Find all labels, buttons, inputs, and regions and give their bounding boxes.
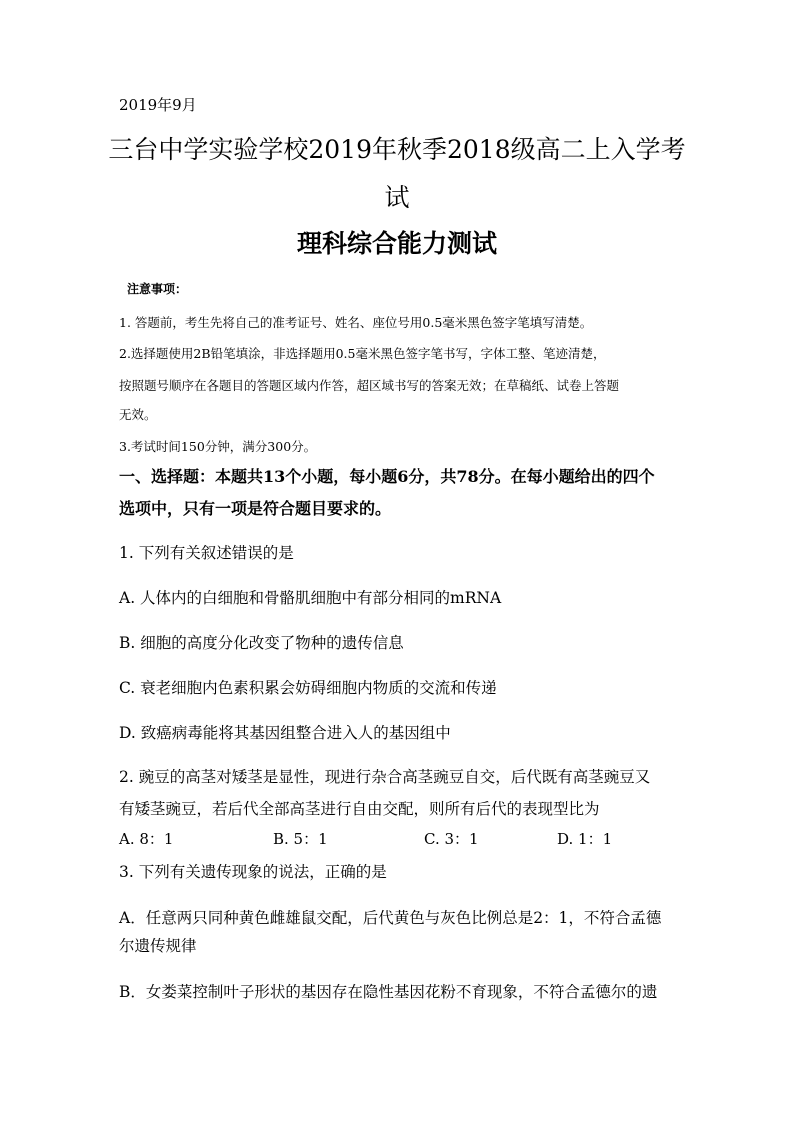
section-heading-line1: 一、选择题：本题共13个小题，每小题6分，共78分。在每小题给出的四个 xyxy=(119,467,655,486)
question-2-stem-line1: 2. 豌豆的高茎对矮茎是显性，现进行杂合高茎豌豆自交，后代既有高茎豌豆又 xyxy=(119,768,651,786)
question-2-option-b: B. 5：1 xyxy=(273,830,328,848)
exam-title-line2: 试 xyxy=(384,183,410,212)
question-3-stem: 3. 下列有关遗传现象的说法，正确的是 xyxy=(119,863,387,881)
question-1-option-b: B. 细胞的高度分化改变了物种的遗传信息 xyxy=(119,634,404,652)
question-1-option-a: A. 人体内的白细胞和骨骼肌细胞中有部分相同的mRNA xyxy=(119,589,502,607)
notice-item-3: 3.考试时间150分钟，满分300分。 xyxy=(119,439,317,454)
question-2-option-c: C. 3：1 xyxy=(424,830,479,848)
exam-title-line1: 三台中学实验学校2019年秋季2018级高二上入学考 xyxy=(108,135,686,164)
question-3-option-a-line1: A．任意两只同种黄色雌雄鼠交配，后代黄色与灰色比例总是2：1，不符合孟德 xyxy=(119,909,662,927)
notice-item-2-line3: 无效。 xyxy=(119,407,157,422)
notice-heading: 注意事项： xyxy=(127,282,188,296)
notice-item-1: 1. 答题前，考生先将自己的准考证号、姓名、座位号用0.5毫米黑色签字笔填写清楚。 xyxy=(119,315,593,330)
question-3-option-b-line1: B．女娄菜控制叶子形状的基因存在隐性基因花粉不育现象，不符合孟德尔的遗 xyxy=(119,983,658,1001)
notice-item-2-line2: 按照题号顺序在各题目的答题区域内作答，超区域书写的答案无效；在草稿纸、试卷上答题 xyxy=(119,378,620,393)
question-1-option-d: D. 致癌病毒能将其基因组整合进入人的基因组中 xyxy=(119,724,451,742)
exam-date: 2019年9月 xyxy=(119,96,197,114)
question-2-option-d: D. 1：1 xyxy=(557,830,613,848)
exam-subtitle: 理科综合能力测试 xyxy=(296,229,497,258)
question-2-option-a: A. 8：1 xyxy=(119,830,174,848)
question-2-stem-line2: 有矮茎豌豆，若后代全部高茎进行自由交配，则所有后代的表现型比为 xyxy=(119,800,600,818)
question-3-option-a-line2: 尔遗传规律 xyxy=(119,937,197,955)
question-1-option-c: C. 衰老细胞内色素积累会妨碍细胞内物质的交流和传递 xyxy=(119,679,497,697)
question-1-stem: 1. 下列有关叙述错误的是 xyxy=(119,544,294,562)
notice-item-2-line1: 2.选择题使用2B铅笔填涂，非选择题用0.5毫米黑色签字笔书写，字体工整、笔迹清楚， xyxy=(119,346,606,361)
section-heading-line2: 选项中，只有一项是符合题目要求的。 xyxy=(119,499,392,518)
